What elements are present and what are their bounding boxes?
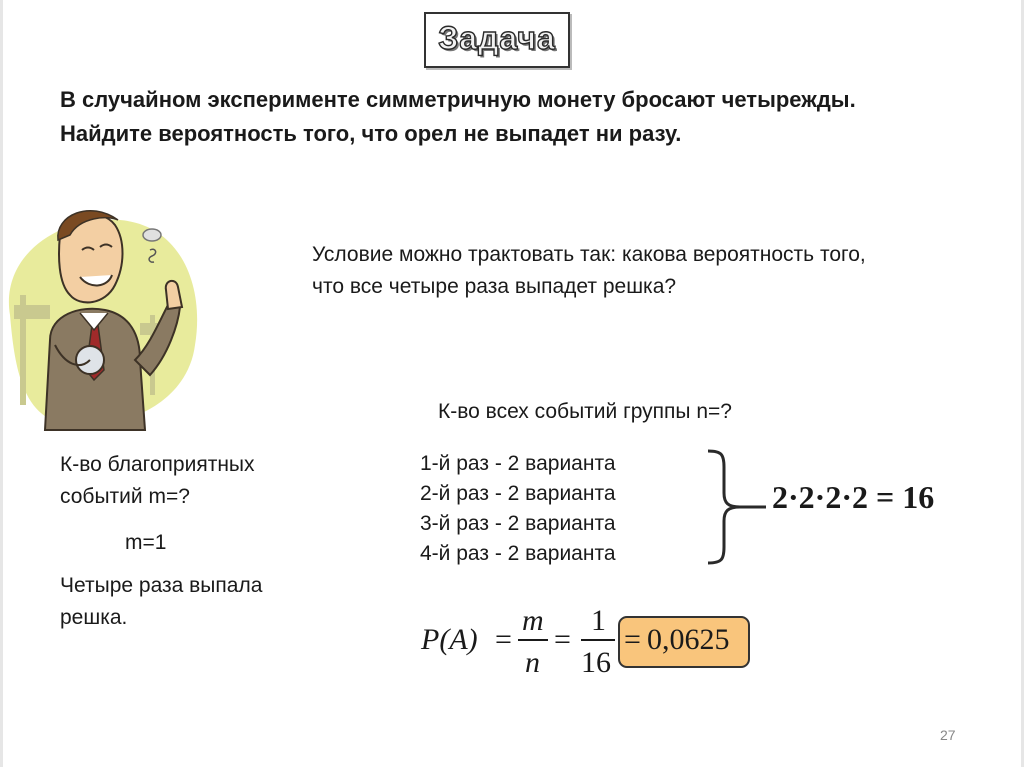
- variant-item: 4-й раз - 2 варианта: [420, 542, 616, 565]
- fraction-bar: [581, 639, 615, 641]
- condition-line: Условие можно трактовать так: какова вероятность того,: [312, 243, 866, 266]
- variant-item: 2-й раз - 2 варианта: [420, 482, 616, 505]
- problem-line: В случайном эксперименте симметричную монету бросают четырежды.: [60, 87, 856, 112]
- formula-equals: =: [495, 623, 512, 656]
- variant-item: 1-й раз - 2 варианта: [420, 452, 616, 475]
- slide-title: Задача: [438, 20, 556, 56]
- probability-formula: [421, 606, 761, 686]
- formula-denominator-16: 16: [581, 646, 611, 679]
- page-number: 27: [940, 727, 956, 743]
- formula-equals: =: [624, 623, 641, 656]
- formula-denominator-n: n: [525, 646, 540, 679]
- condition-text: [312, 239, 1002, 303]
- formula-equals: =: [554, 623, 571, 656]
- formula-lhs: P(A): [421, 623, 478, 656]
- favorable-line: К-во благоприятных: [60, 453, 255, 476]
- problem-line: Найдите вероятность того, что орел не выпадет ни разу.: [60, 121, 682, 146]
- four-times-line: решка.: [60, 606, 128, 629]
- m-value: m=1: [125, 531, 167, 554]
- variant-item: 3-й раз - 2 варианта: [420, 512, 616, 535]
- formula-answer: 0,0625: [647, 623, 730, 656]
- right-brace-icon: [700, 445, 770, 570]
- problem-statement: [60, 83, 990, 151]
- slide-title-box: [424, 12, 570, 68]
- four-times-line: Четыре раза выпала: [60, 574, 263, 597]
- cartoon-man-thinking-icon: [0, 195, 205, 435]
- condition-line: что все четыре раза выпадет решка?: [312, 275, 677, 298]
- total-events-question: К-во всех событий группы n=?: [438, 400, 732, 423]
- variants-list: [420, 449, 616, 569]
- fraction-bar: [518, 639, 548, 641]
- favorable-line: событий m=?: [60, 485, 190, 508]
- product-expression: 2·2·2·2 = 16: [772, 479, 935, 515]
- formula-numerator-m: m: [522, 604, 544, 637]
- formula-numerator-1: 1: [591, 604, 606, 637]
- four-times-note: [60, 570, 262, 634]
- favorable-events-question: [60, 449, 255, 513]
